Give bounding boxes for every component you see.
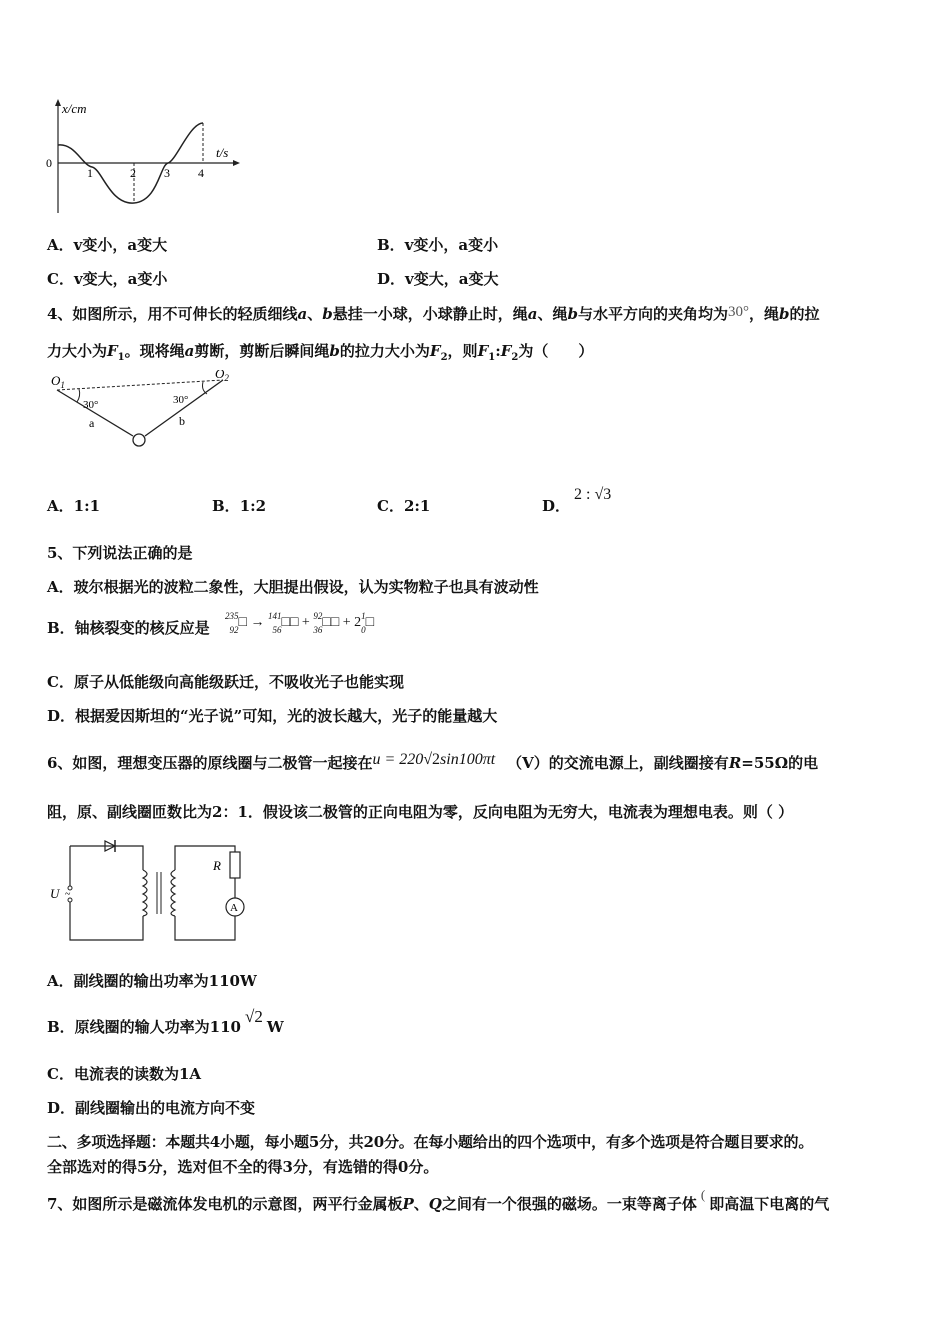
option-letter: D． xyxy=(542,497,571,515)
option-text: B．铀核裂变的核反应是 xyxy=(47,619,210,637)
q6-stem-line1 xyxy=(47,753,818,774)
ball xyxy=(133,434,145,446)
plus-two: + 2 xyxy=(342,615,362,631)
q3-option-b[interactable] xyxy=(377,235,498,255)
label-o1: $O_1$ xyxy=(51,373,65,390)
q4-stem-line2 xyxy=(47,341,593,368)
nuclide-ba: 141 56 xyxy=(267,611,282,635)
text: 、绳 xyxy=(537,305,568,323)
label-angle-right: 30° xyxy=(173,394,189,406)
text: ，绳 xyxy=(748,305,779,323)
nuclide-u: 235 92 xyxy=(225,611,239,635)
section2-heading-line1: 二、多项选择题：本题共4小题，每小题5分，共20分。在每小题给出的四个选项中，有多个选项是符合题目要求的。 xyxy=(47,1133,814,1151)
q4-rope-figure xyxy=(45,370,245,452)
var-F: F xyxy=(500,342,512,360)
option-text: v变大，a变大 xyxy=(405,270,499,288)
arrow: → xyxy=(250,615,265,631)
formula: u = 220 xyxy=(372,751,424,768)
nuclide-kr: 92 36 xyxy=(313,611,323,635)
q6-stem-line2: 阻，原、副线圈匝数比为2：1．假设该二极管的正向电阻为零，反向电阻为无穷大，电流表为理想电表。则（ ） xyxy=(47,803,794,821)
option-letter: A． xyxy=(47,236,74,254)
q4-stem-line1 xyxy=(47,304,820,325)
secondary-wire-bottom xyxy=(175,916,235,940)
q4-option-d[interactable] xyxy=(542,496,570,516)
missing-glyph: □ xyxy=(238,615,247,631)
resistor xyxy=(230,852,240,878)
option-letter: B． xyxy=(212,497,240,515)
option-text: 1:2 xyxy=(239,497,267,515)
missing-glyph: □ xyxy=(289,615,299,631)
option-text: 1:1 xyxy=(73,497,101,515)
graph-tick-2: 2 xyxy=(130,166,136,180)
text: 7、如图所示是磁流体发电机的示意图，两平行金属板 xyxy=(47,1195,403,1213)
q6-option-c[interactable]: C．电流表的读数为1A xyxy=(47,1065,202,1083)
text: 与水平方向的夹角均为 xyxy=(577,305,728,323)
q4-option-a[interactable] xyxy=(47,496,100,516)
graph-tick-3: 3 xyxy=(164,166,170,180)
var-R: R xyxy=(728,754,742,772)
var-F: F xyxy=(107,342,118,360)
source-tilde: ~ xyxy=(65,889,71,900)
var-b: b xyxy=(567,305,578,323)
missing-glyph: □ xyxy=(365,615,375,631)
graph-tick-1: 1 xyxy=(87,166,93,180)
text: ，则 xyxy=(447,342,478,360)
q5-stem: 5、下列说法正确的是 xyxy=(47,544,193,562)
unit: W xyxy=(266,1018,284,1036)
text: 即高温下电离的气 xyxy=(709,1195,830,1213)
q5-option-a[interactable]: A．玻尔根据光的波粒二象性，大胆提出假设，认为实物粒子也具有波动性 xyxy=(47,578,539,596)
graph-x-label: t/s xyxy=(216,145,229,160)
var-F: F xyxy=(477,342,489,360)
q4-option-c[interactable] xyxy=(377,496,430,516)
paren: ( xyxy=(700,1187,706,1202)
secondary-wire xyxy=(175,846,235,870)
rope-a xyxy=(57,390,133,436)
var-a: a xyxy=(527,305,538,323)
text: 6、如图，理想变压器的原线圈与二极管一起接在 xyxy=(47,754,373,772)
graph-origin: 0 xyxy=(46,156,52,170)
var-F: F xyxy=(429,342,441,360)
text: 。现将绳 xyxy=(124,342,185,360)
angle-arc-left xyxy=(77,389,80,402)
q7-stem-line1 xyxy=(47,1187,830,1215)
option-letter: C． xyxy=(47,270,74,288)
label-rope-a: a xyxy=(89,416,95,430)
option-letter: D． xyxy=(377,270,406,288)
colon: : xyxy=(495,342,501,360)
sep: 、 xyxy=(413,1195,429,1213)
primary-wire-bottom xyxy=(70,846,143,940)
option-letter: B． xyxy=(377,236,405,254)
sub: 2 xyxy=(511,352,519,363)
primary-coil xyxy=(143,870,147,916)
q5-option-c[interactable]: C．原子从低能级向高能级跃迁，不吸收光子也能实现 xyxy=(47,673,404,691)
missing-glyph: □ xyxy=(281,615,290,631)
nuclide-n: 1 0 xyxy=(361,611,366,635)
ceiling-dashed-line xyxy=(57,380,223,390)
graph-tick-4: 4 xyxy=(198,166,204,180)
var-a: a xyxy=(297,305,308,323)
graph-x-arrow xyxy=(233,160,240,166)
var-P: P xyxy=(402,1195,414,1213)
q6-transformer-circuit xyxy=(45,836,250,946)
plus: + xyxy=(301,615,310,631)
label-rope-b: b xyxy=(179,414,185,428)
option-text: v变小，a变小 xyxy=(404,236,499,254)
q4-option-d-math: 2 : √3 xyxy=(574,486,612,503)
q6-option-a[interactable]: A．副线圈的输出功率为110W xyxy=(47,972,257,990)
sub: 2 xyxy=(440,352,448,363)
q3-option-d[interactable] xyxy=(377,269,498,289)
formula-radical: √2 xyxy=(423,751,441,768)
text: 之间有一个很强的磁场。一束等离子体 xyxy=(441,1195,697,1213)
option-text: v变小，a变大 xyxy=(73,236,168,254)
sep: 、 xyxy=(307,305,323,323)
q3-xt-graph xyxy=(40,95,245,220)
var-b: b xyxy=(779,305,790,323)
option-letter: C． xyxy=(377,497,404,515)
text: 为（ ） xyxy=(518,342,594,360)
option-text: v变大，a变小 xyxy=(73,270,168,288)
sub: 1 xyxy=(488,352,496,363)
var-b: b xyxy=(329,342,340,360)
q5-option-b[interactable] xyxy=(47,618,210,638)
sub: 1 xyxy=(117,352,125,363)
angle-30: 30° xyxy=(727,304,749,320)
text: 悬挂一小球，小球静止时，绳 xyxy=(332,305,528,323)
q6-option-b[interactable] xyxy=(47,1007,284,1037)
text: 力大小为 xyxy=(47,342,108,360)
missing-glyph: □ xyxy=(330,615,340,631)
q3-option-c[interactable] xyxy=(47,269,167,289)
var-Q: Q xyxy=(428,1195,442,1213)
q5-reaction-equation xyxy=(225,609,374,637)
ammeter-label: A xyxy=(230,902,238,914)
text: =55Ω的电 xyxy=(741,754,819,772)
source-label: U xyxy=(50,886,60,901)
graph-y-arrow xyxy=(55,99,61,106)
text: 的拉力大小为 xyxy=(339,342,430,360)
label-angle-left: 30° xyxy=(83,399,99,411)
missing-glyph: □ xyxy=(322,615,331,631)
label-o2: $O_2$ xyxy=(215,370,229,383)
text: 4、如图所示，用不可伸长的轻质细线 xyxy=(47,305,298,323)
option-text: B．原线圈的输人功率为110 xyxy=(47,1018,241,1036)
radical: √2 xyxy=(245,1007,263,1026)
option-text: 2:1 xyxy=(403,497,431,515)
text: 剪断，剪断后瞬间绳 xyxy=(194,342,330,360)
graph-y-label: x/cm xyxy=(62,101,87,116)
var-a: a xyxy=(184,342,195,360)
var-b: b xyxy=(322,305,333,323)
q4-option-b[interactable] xyxy=(212,496,266,516)
secondary-coil xyxy=(171,870,175,916)
q5-option-d[interactable]: D．根据爱因斯坦的“光子说”可知，光的波长越大，光子的能量越大 xyxy=(47,707,498,725)
formula: sin100πt xyxy=(440,751,496,768)
section2-heading-line2: 全部选对的得5分，选对但不全的得3分，有选错的得0分。 xyxy=(47,1158,439,1176)
text: 的拉 xyxy=(789,305,820,323)
text: （V）的交流电源上，副线圈接有 xyxy=(507,754,729,772)
q6-option-d[interactable]: D．副线圈输出的电流方向不变 xyxy=(47,1099,256,1117)
option-letter: A． xyxy=(47,497,74,515)
q3-option-a[interactable] xyxy=(47,235,167,255)
resistor-label: R xyxy=(213,858,221,873)
